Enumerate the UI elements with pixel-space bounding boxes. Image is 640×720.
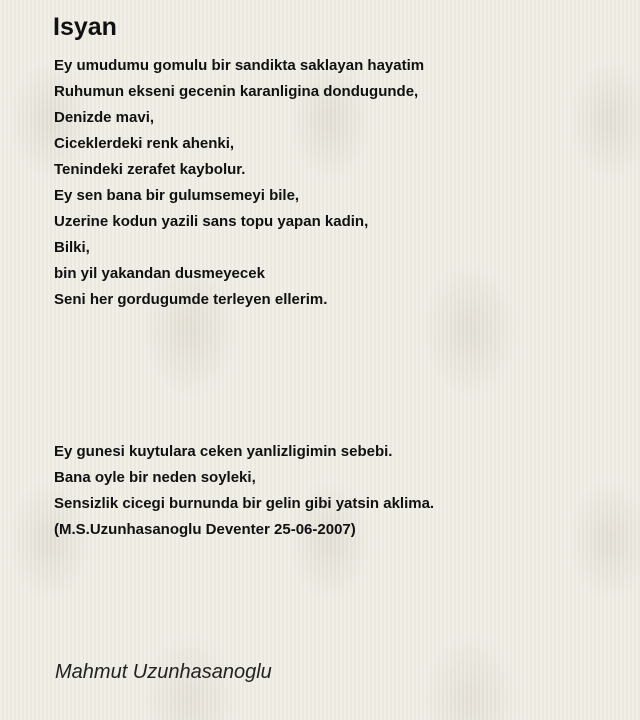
poem-line: Ey umudumu gomulu bir sandikta saklayan hayatim [54, 57, 425, 74]
poem-line: Tenindeki zerafet kaybolur. [54, 161, 246, 178]
poem-line: Ey gunesi kuytulara ceken yanlizligimin sebebi. [54, 443, 393, 460]
poem-line: Ey sen bana bir gulumsemeyi bile, [54, 187, 300, 204]
poem-line: Ciceklerdeki renk ahenki, [54, 135, 235, 152]
poem-author: Mahmut Uzunhasanoglu [55, 661, 272, 683]
poem-line: Ruhumun ekseni gecenin karanligina dondugunde, [54, 83, 419, 100]
poem-signature-line: (M.S.Uzunhasanoglu Deventer 25-06-2007) [54, 521, 356, 538]
stanza-2 [54, 439, 434, 543]
poem-line: bin yil yakandan dusmeyecek [54, 265, 265, 282]
poem-line: Bilki, [54, 239, 90, 256]
poem-line: Sensizlik cicegi burnunda bir gelin gibi yatsin aklima. [54, 495, 435, 512]
poem-line: Uzerine kodun yazili sans topu yapan kadin, [54, 213, 369, 230]
stanza-1 [54, 53, 424, 313]
poem-title: Isyan [53, 13, 117, 41]
poem-line: Bana oyle bir neden soyleki, [54, 469, 256, 486]
poem-line: Denizde mavi, [54, 109, 155, 126]
poem-line: Seni her gordugumde terleyen ellerim. [54, 291, 328, 308]
